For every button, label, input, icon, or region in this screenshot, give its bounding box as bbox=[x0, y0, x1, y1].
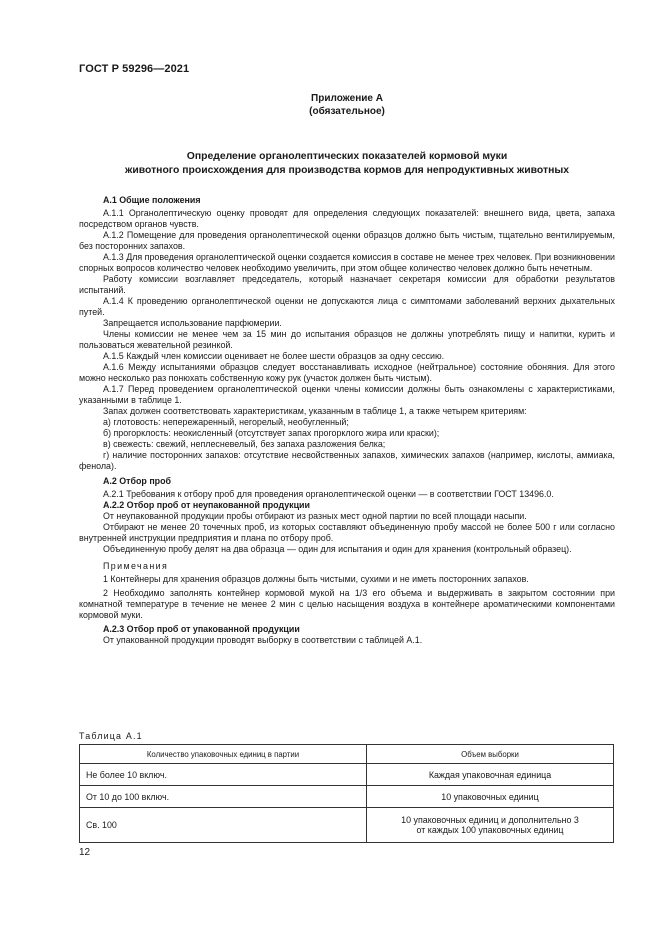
paragraph-a1-5: А.1.5 Каждый член комиссии оценивает не более шести образцов за одну сессию. bbox=[103, 351, 445, 361]
table-cell bbox=[367, 808, 614, 843]
paragraph-a1-7b: Запах должен соответствовать характеристикам, указанным в таблице 1, а также четырем критериям: bbox=[103, 406, 527, 416]
table-cell-line: от каждых 100 упаковочных единиц bbox=[416, 825, 564, 835]
paragraph-a2-2a: От неупакованной продукции пробы отбирают из разных мест одной партии по всей площади насыпи. bbox=[103, 511, 527, 521]
paragraph-a2-2b: Отбирают не менее 20 точечных проб, из которых составляют объединенную пробу массой не более 500 г или согласно внутренней инструкции предприятия и плана по отбору проб. bbox=[79, 522, 615, 543]
criterion-b: б) прогорклость: неокисленный (отсутствует запах прогорклого жира или краски); bbox=[103, 428, 440, 438]
paragraph-a1-3: А.1.3 Для проведения органолептической оценки создается комиссия в составе не менее трех человек. При возникновении спорных вопросов количество человек необходимо увеличить, при этом общее количество человек должно быть нечетным. bbox=[79, 252, 615, 273]
page-number: 12 bbox=[79, 847, 91, 858]
note-2: 2 Необходимо заполнять контейнер кормовой мукой на 1/3 его объема и выдерживать в закрытом состоянии при комнатной температуре в течение не менее 2 мин с целью насыщения воздуха в контейнере ароматическими компонентами кормовой муки. bbox=[79, 588, 615, 620]
table-row bbox=[80, 786, 614, 808]
section-heading-a2: А.2 Отбор проб bbox=[103, 476, 172, 486]
body-text bbox=[79, 191, 615, 646]
standard-header: ГОСТ Р 59296—2021 bbox=[79, 63, 190, 75]
table-header-cell: Объем выборки bbox=[367, 745, 614, 764]
criterion-g: г) наличие посторонних запахов: отсутствие несвойственных запахов, химических запахов (например, кислоты, аммиака, фенола). bbox=[79, 450, 615, 471]
sampling-table bbox=[79, 744, 614, 843]
paragraph-a1-1: А.1.1 Органолептическую оценку проводят для определения следующих показателей: внешнего вида, цвета, запаха посредством органов чувств. bbox=[79, 208, 615, 229]
table-cell: 10 упаковочных единиц bbox=[367, 786, 614, 808]
paragraph-a2-2c: Объединенную пробу делят на два образца — один для испытания и один для хранения (контрольный образец). bbox=[103, 544, 572, 554]
main-title-line2: животного происхождения для производства кормов для непродуктивных животных bbox=[125, 165, 569, 176]
paragraph-a1-6: А.1.6 Между испытаниями образцов следует восстанавливать исходное (нейтральное) состояние обоняния. Для этого можно несколько раз понюхать собственную кожу рук (участок должен быть чистым). bbox=[79, 362, 615, 383]
section-heading-a1: А.1 Общие положения bbox=[103, 195, 201, 205]
notes-heading: Примечания bbox=[103, 561, 169, 571]
annex-title: Приложение А bbox=[311, 93, 383, 104]
paragraph-a1-3b: Работу комиссии возглавляет председатель, который назначает секретаря комиссии для обработки результатов испытаний. bbox=[79, 274, 615, 295]
paragraph-a2-3: От упакованной продукции проводят выборку в соответствии с таблицей А.1. bbox=[103, 635, 423, 645]
table-header-row bbox=[80, 745, 614, 764]
subsection-heading-a2-2: А.2.2 Отбор проб от неупакованной продукции bbox=[103, 500, 310, 510]
paragraph-a2-1: А.2.1 Требования к отбору проб для проведения органолептической оценки — в соответствии ГОСТ 13496.0. bbox=[103, 489, 554, 499]
table-cell-line: 10 упаковочных единиц и дополнительно 3 bbox=[401, 815, 579, 825]
paragraph-a1-4b: Запрещается использование парфюмерии. bbox=[103, 318, 282, 328]
annex-subtitle: (обязательное) bbox=[309, 106, 385, 117]
main-title-line1: Определение органолептических показателей кормовой муки bbox=[186, 151, 508, 162]
paragraph-a1-7: А.1.7 Перед проведением органолептической оценки члены комиссии должны быть ознакомлены с характеристиками, указанными в таблице 1. bbox=[79, 384, 615, 405]
paragraph-a1-2: А.1.2 Помещение для проведения органолептической оценки образцов должно быть чистым, тщательно вентилируемым, без посторонних запахов. bbox=[79, 230, 615, 251]
table-caption: Таблица А.1 bbox=[79, 731, 143, 741]
table-row bbox=[80, 764, 614, 786]
paragraph-a1-4: А.1.4 К проведению органолептической оценки не допускаются лица с симптомами заболеваний верхних дыхательных путей. bbox=[79, 296, 615, 317]
table-cell: Не более 10 включ. bbox=[80, 764, 367, 786]
paragraph-a1-4c: Члены комиссии не менее чем за 15 мин до испытания образцов не должны употреблять пищу и напитки, курить и пользоваться жевательной резинкой. bbox=[79, 329, 615, 350]
table-cell: Каждая упаковочная единица bbox=[367, 764, 614, 786]
main-title bbox=[79, 150, 615, 178]
table-cell: Св. 100 bbox=[80, 808, 367, 843]
table-row bbox=[80, 808, 614, 843]
criterion-v: в) свежесть: свежий, неплесневелый, без запаха разложения белка; bbox=[103, 439, 386, 449]
table-cell: От 10 до 100 включ. bbox=[80, 786, 367, 808]
table-header-cell: Количество упаковочных единиц в партии bbox=[80, 745, 367, 764]
subsection-heading-a2-3: А.2.3 Отбор проб от упакованной продукции bbox=[103, 624, 300, 634]
criterion-a: а) глотовость: непережаренный, негорелый, необугленный; bbox=[103, 417, 349, 427]
note-1: 1 Контейнеры для хранения образцов должны быть чистыми, сухими и не иметь посторонних запахов. bbox=[103, 574, 529, 584]
